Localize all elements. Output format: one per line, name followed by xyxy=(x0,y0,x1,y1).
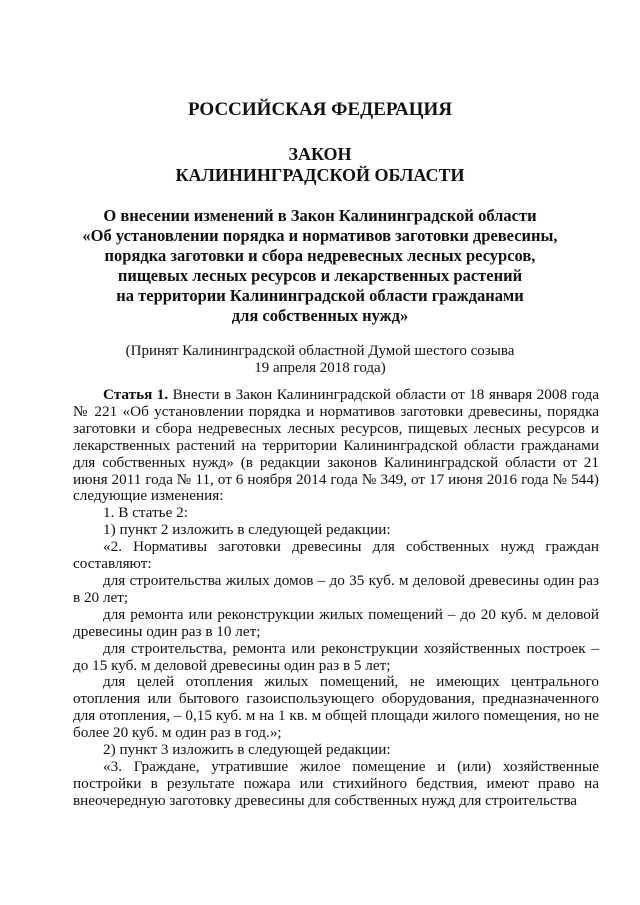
title-line: на территории Калининградской области гражданами xyxy=(116,286,524,305)
amendment-paragraph: для строительства, ремонта или реконструкции хозяйственных построек – до 15 куб. м деловой древесины один раз в 5 лет; xyxy=(73,639,599,674)
amendment-paragraph: 2) пункт 3 изложить в следующей редакции: xyxy=(103,741,391,759)
title-line: для собственных нужд» xyxy=(231,306,409,325)
amendment-paragraph: «2. Нормативы заготовки древесины для собственных нужд граждан составляют: xyxy=(73,538,599,573)
amendment-paragraph: 1) пункт 2 изложить в следующей редакции: xyxy=(103,521,391,539)
amendment-paragraph: для ремонта или реконструкции жилых помещений – до 20 куб. м деловой древесины один раз в 10 лет; xyxy=(73,605,599,640)
title-line: пищевых лесных ресурсов и лекарственных растений xyxy=(117,266,523,285)
title-line: «Об установлении порядка и нормативов заготовки древесины, xyxy=(82,226,558,245)
adoption-date: 19 апреля 2018 года) xyxy=(254,360,386,376)
header-federation: РОССИЙСКАЯ ФЕДЕРАЦИЯ xyxy=(187,99,453,120)
header-law: ЗАКОН xyxy=(288,144,352,164)
amendment-paragraph: для целей отопления жилых помещений, не имеющих центрального отопления или бытового газоиспользующего оборудования, предназначенного для отопления, – 0,15 куб. м на 1 кв. м общей площади жилого помещения, но не более 20 куб. м один раз в год.»; xyxy=(73,673,599,742)
article-1-text: Внести в Закон Калининградской области от 18 января 2008 года № 221 «Об установлении порядка и нормативов заготовки древесины, порядка заготовки и сбора недревесных лесных ресурсов, пищевых лесных ресурсов и лекарственных растений на территории Калининградской области гражданами для собственных нужд» (в редакции законов Калининградской области от 21 июня 2011 года № 11, от 6 ноября 2014 года № 349, от 17 июня 2016 года № 544) следующие изменения: xyxy=(73,386,599,505)
header-region: КАЛИНИНГРАДСКОЙ ОБЛАСТИ xyxy=(175,165,465,185)
adoption-note: (Принят Калининградской областной Думой шестого созыва xyxy=(125,343,515,359)
amendment-paragraph: 1. В статье 2: xyxy=(103,504,188,522)
article-1-label: Статья 1. xyxy=(103,386,169,403)
title-line: О внесении изменений в Закон Калининградской области xyxy=(103,206,537,225)
amendment-paragraph: для строительства жилых домов – до 35 куб. м деловой древесины один раз в 20 лет; xyxy=(73,571,599,606)
title-line: порядка заготовки и сбора недревесных лесных ресурсов, xyxy=(104,246,536,265)
article-1-paragraph xyxy=(73,387,599,505)
law-body xyxy=(73,387,599,810)
amendment-paragraph: «3. Граждане, утратившие жилое помещение и (или) хозяйственные постройки в результате пожара или стихийного бедствия, имеют право на внеочередную заготовку древесины для собственных нужд для строительства xyxy=(73,757,599,809)
